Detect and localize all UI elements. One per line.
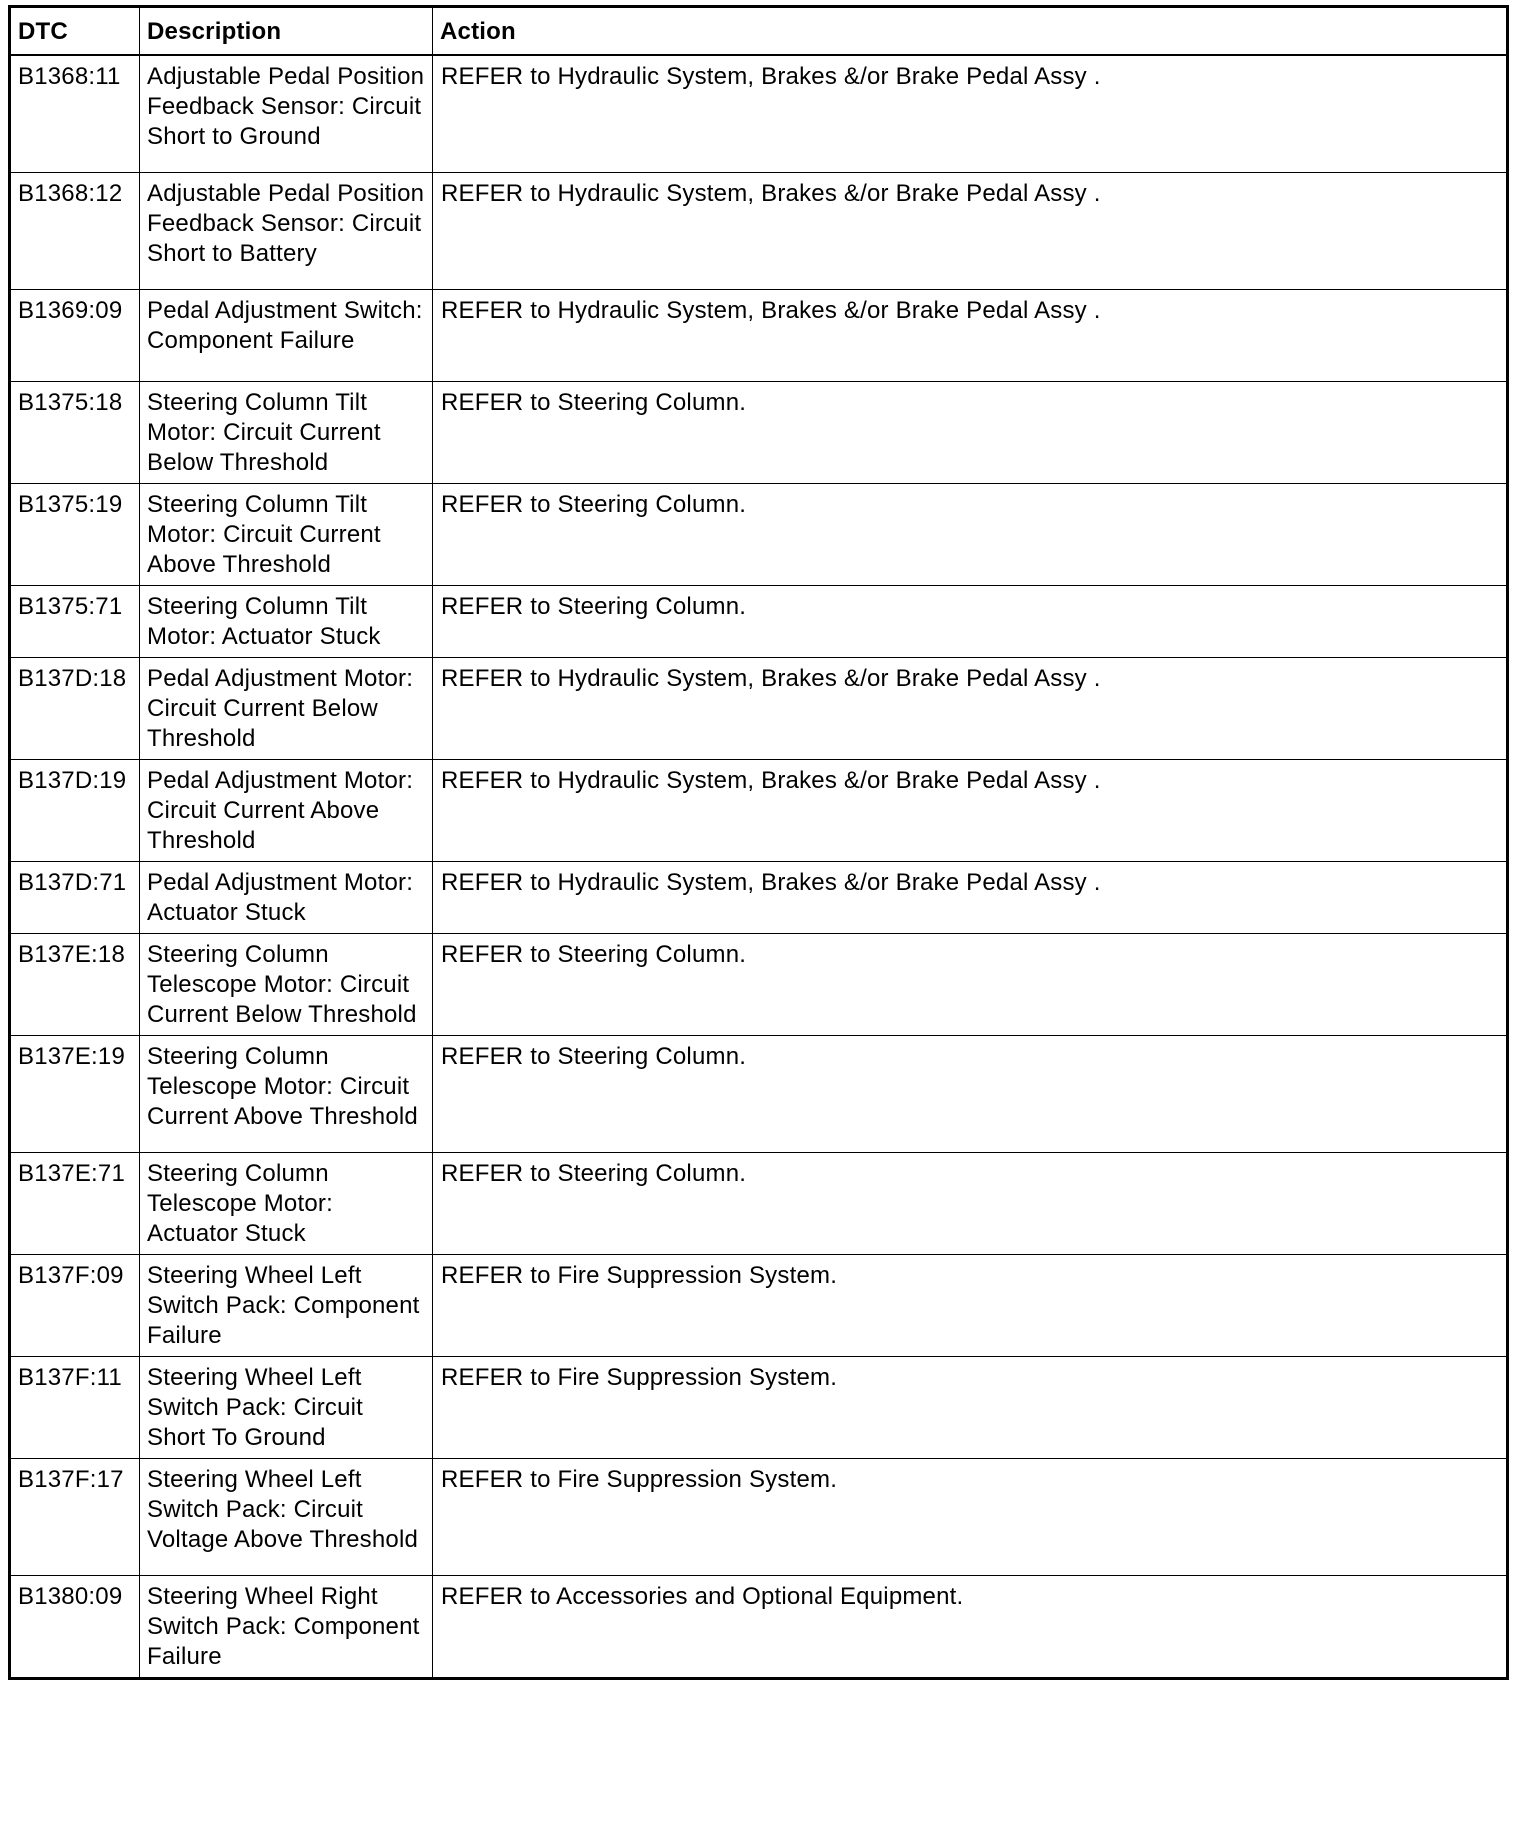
dtc-description: Pedal Adjustment Switch: Component Failure: [140, 289, 433, 381]
table-row: [10, 1254, 1508, 1356]
table-row: [10, 381, 1508, 483]
dtc-description: Steering Wheel Left Switch Pack: Component Failure: [140, 1254, 433, 1356]
dtc-description: Steering Wheel Right Switch Pack: Component Failure: [140, 1575, 433, 1678]
table-row: [10, 1575, 1508, 1678]
dtc-description: Steering Column Tilt Motor: Circuit Current Above Threshold: [140, 483, 433, 585]
header-description: Description: [140, 7, 433, 56]
table-row: [10, 585, 1508, 657]
table-row: [10, 289, 1508, 381]
dtc-description: Steering Column Telescope Motor: Actuator Stuck: [140, 1152, 433, 1254]
dtc-action: REFER to Hydraulic System, Brakes &/or Brake Pedal Assy .: [433, 861, 1508, 933]
dtc-code: B137E:71: [10, 1152, 140, 1254]
table-header-row: [10, 7, 1508, 56]
dtc-code: B137F:11: [10, 1356, 140, 1458]
dtc-action: REFER to Steering Column.: [433, 381, 1508, 483]
table-row: [10, 861, 1508, 933]
dtc-action: REFER to Steering Column.: [433, 933, 1508, 1035]
dtc-code: B137D:71: [10, 861, 140, 933]
dtc-action: REFER to Hydraulic System, Brakes &/or Brake Pedal Assy .: [433, 289, 1508, 381]
dtc-code: B1368:11: [10, 55, 140, 172]
dtc-code: B1375:71: [10, 585, 140, 657]
dtc-description: Steering Column Telescope Motor: Circuit Current Above Threshold: [140, 1035, 433, 1152]
table-row: [10, 1035, 1508, 1152]
dtc-action: REFER to Steering Column.: [433, 483, 1508, 585]
dtc-action: REFER to Hydraulic System, Brakes &/or Brake Pedal Assy .: [433, 759, 1508, 861]
header-action: Action: [433, 7, 1508, 56]
dtc-description: Adjustable Pedal Position Feedback Sensor: Circuit Short to Ground: [140, 55, 433, 172]
dtc-description: Steering Wheel Left Switch Pack: Circuit Short To Ground: [140, 1356, 433, 1458]
dtc-action: REFER to Hydraulic System, Brakes &/or Brake Pedal Assy .: [433, 172, 1508, 289]
dtc-action: REFER to Hydraulic System, Brakes &/or Brake Pedal Assy .: [433, 657, 1508, 759]
dtc-description: Pedal Adjustment Motor: Circuit Current Below Threshold: [140, 657, 433, 759]
table-row: [10, 172, 1508, 289]
table-row: [10, 1458, 1508, 1575]
dtc-description: Pedal Adjustment Motor: Circuit Current Above Threshold: [140, 759, 433, 861]
dtc-code: B137F:09: [10, 1254, 140, 1356]
dtc-description: Pedal Adjustment Motor: Actuator Stuck: [140, 861, 433, 933]
dtc-action: REFER to Hydraulic System, Brakes &/or Brake Pedal Assy .: [433, 55, 1508, 172]
dtc-description: Adjustable Pedal Position Feedback Sensor: Circuit Short to Battery: [140, 172, 433, 289]
dtc-code: B137E:19: [10, 1035, 140, 1152]
dtc-description: Steering Column Tilt Motor: Actuator Stuck: [140, 585, 433, 657]
dtc-code: B1368:12: [10, 172, 140, 289]
dtc-code: B137E:18: [10, 933, 140, 1035]
table-row: [10, 1356, 1508, 1458]
dtc-action: REFER to Fire Suppression System.: [433, 1458, 1508, 1575]
dtc-description: Steering Column Tilt Motor: Circuit Current Below Threshold: [140, 381, 433, 483]
dtc-action: REFER to Steering Column.: [433, 1035, 1508, 1152]
table-row: [10, 759, 1508, 861]
dtc-code: B137D:18: [10, 657, 140, 759]
dtc-action: REFER to Fire Suppression System.: [433, 1356, 1508, 1458]
dtc-table: [8, 5, 1509, 1680]
dtc-code: B1375:18: [10, 381, 140, 483]
table-row: [10, 55, 1508, 172]
header-dtc: DTC: [10, 7, 140, 56]
table-row: [10, 933, 1508, 1035]
dtc-action: REFER to Fire Suppression System.: [433, 1254, 1508, 1356]
dtc-code: B1375:19: [10, 483, 140, 585]
dtc-code: B1380:09: [10, 1575, 140, 1678]
dtc-description: Steering Column Telescope Motor: Circuit Current Below Threshold: [140, 933, 433, 1035]
table-row: [10, 1152, 1508, 1254]
dtc-description: Steering Wheel Left Switch Pack: Circuit Voltage Above Threshold: [140, 1458, 433, 1575]
table-row: [10, 657, 1508, 759]
table-row: [10, 483, 1508, 585]
dtc-action: REFER to Steering Column.: [433, 585, 1508, 657]
dtc-code: B137F:17: [10, 1458, 140, 1575]
dtc-table-container: [8, 5, 1506, 1680]
dtc-action: REFER to Steering Column.: [433, 1152, 1508, 1254]
dtc-action: REFER to Accessories and Optional Equipment.: [433, 1575, 1508, 1678]
dtc-code: B137D:19: [10, 759, 140, 861]
dtc-code: B1369:09: [10, 289, 140, 381]
